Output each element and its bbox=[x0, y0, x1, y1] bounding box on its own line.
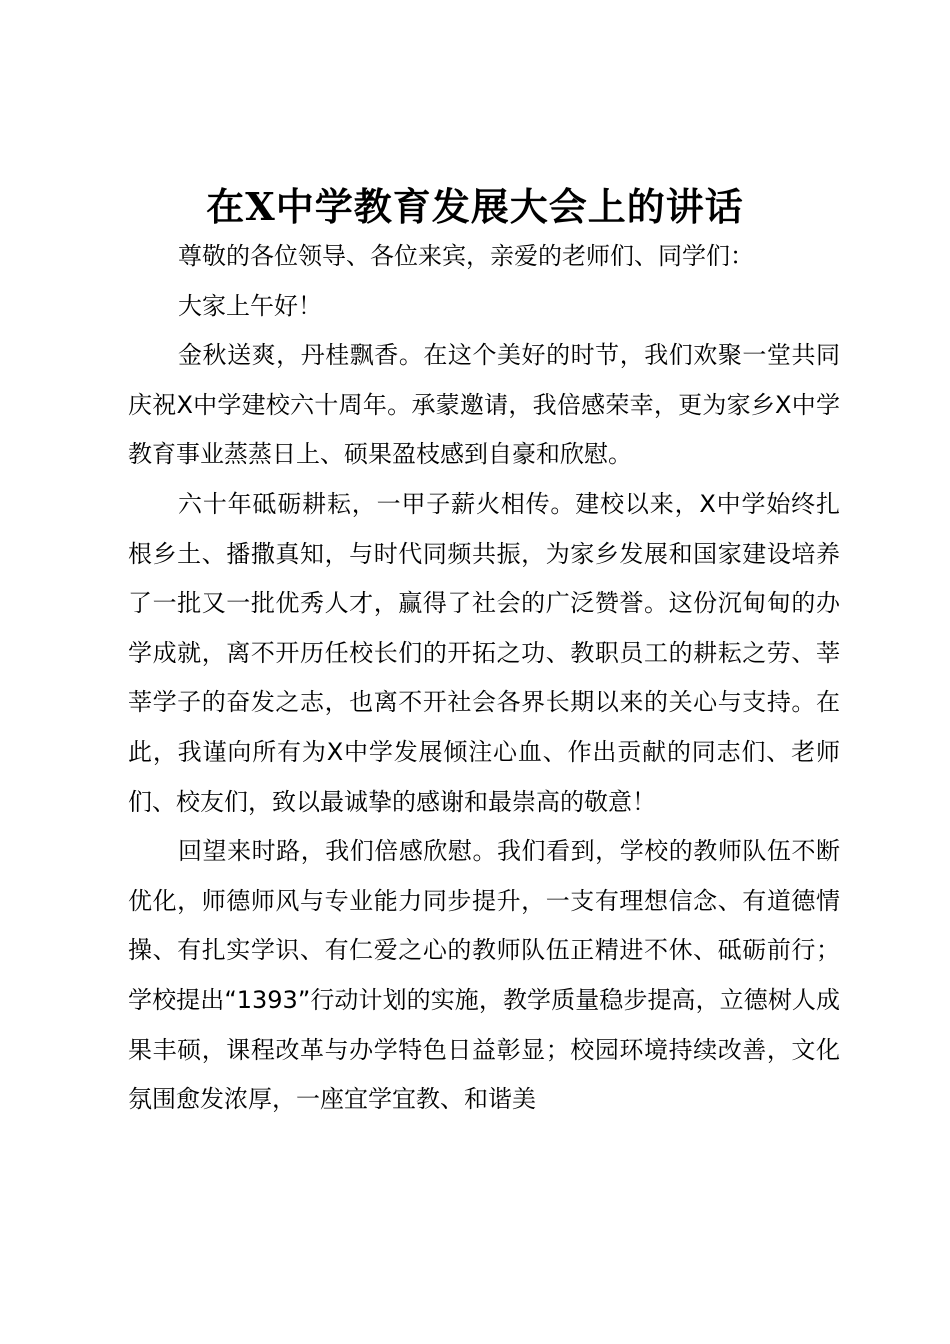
body-paragraph: 六十年砥砺耕耘，一甲子薪火相传。建校以来，X中学始终扎根乡土、播撒真知，与时代同频共振，为家乡发展和国家建设培养了一批又一批优秀人才，赢得了社会的广泛赞誉。这份沉甸甸的办学成就，离不开历任校长们的开拓之功、教职员工的耕耘之劳、莘莘学子的奋发之志，也离不开社会各界长期以来的关心与支持。在此，我谨向所有为X中学发展倾注心血、作出贡献的同志们、老师们、校友们，致以最诚挚的感谢和最崇高的敬意！ bbox=[128, 489, 840, 816]
greeting-paragraph: 大家上午好！ bbox=[178, 291, 322, 320]
body-paragraph: 回望来时路，我们倍感欣慰。我们看到，学校的教师队伍不断优化，师德师风与专业能力同步提升，一支有理想信念、有道德情操、有扎实学识、有仁爱之心的教师队伍正精进不休、砥砺前行；学校提出“1393”行动计划的实施，教学质量稳步提高，立德树人成果丰硕，课程改革与办学特色日益彰显；校园环境持续改善，文化氛围愈发浓厚，一座宜学宜教、和谐美 bbox=[128, 837, 840, 1114]
body-paragraph: 金秋送爽，丹桂飘香。在这个美好的时节，我们欢聚一堂共同庆祝X中学建校六十周年。承蒙邀请，我倍感荣幸，更为家乡X中学教育事业蒸蒸日上、硕果盈枝感到自豪和欣慰。 bbox=[128, 341, 840, 469]
document-body bbox=[128, 232, 840, 1125]
document-title: 在X中学教育发展大会上的讲话 bbox=[206, 184, 744, 229]
salutation-paragraph: 尊敬的各位领导、各位来宾，亲爱的老师们、同学们： bbox=[178, 242, 754, 270]
